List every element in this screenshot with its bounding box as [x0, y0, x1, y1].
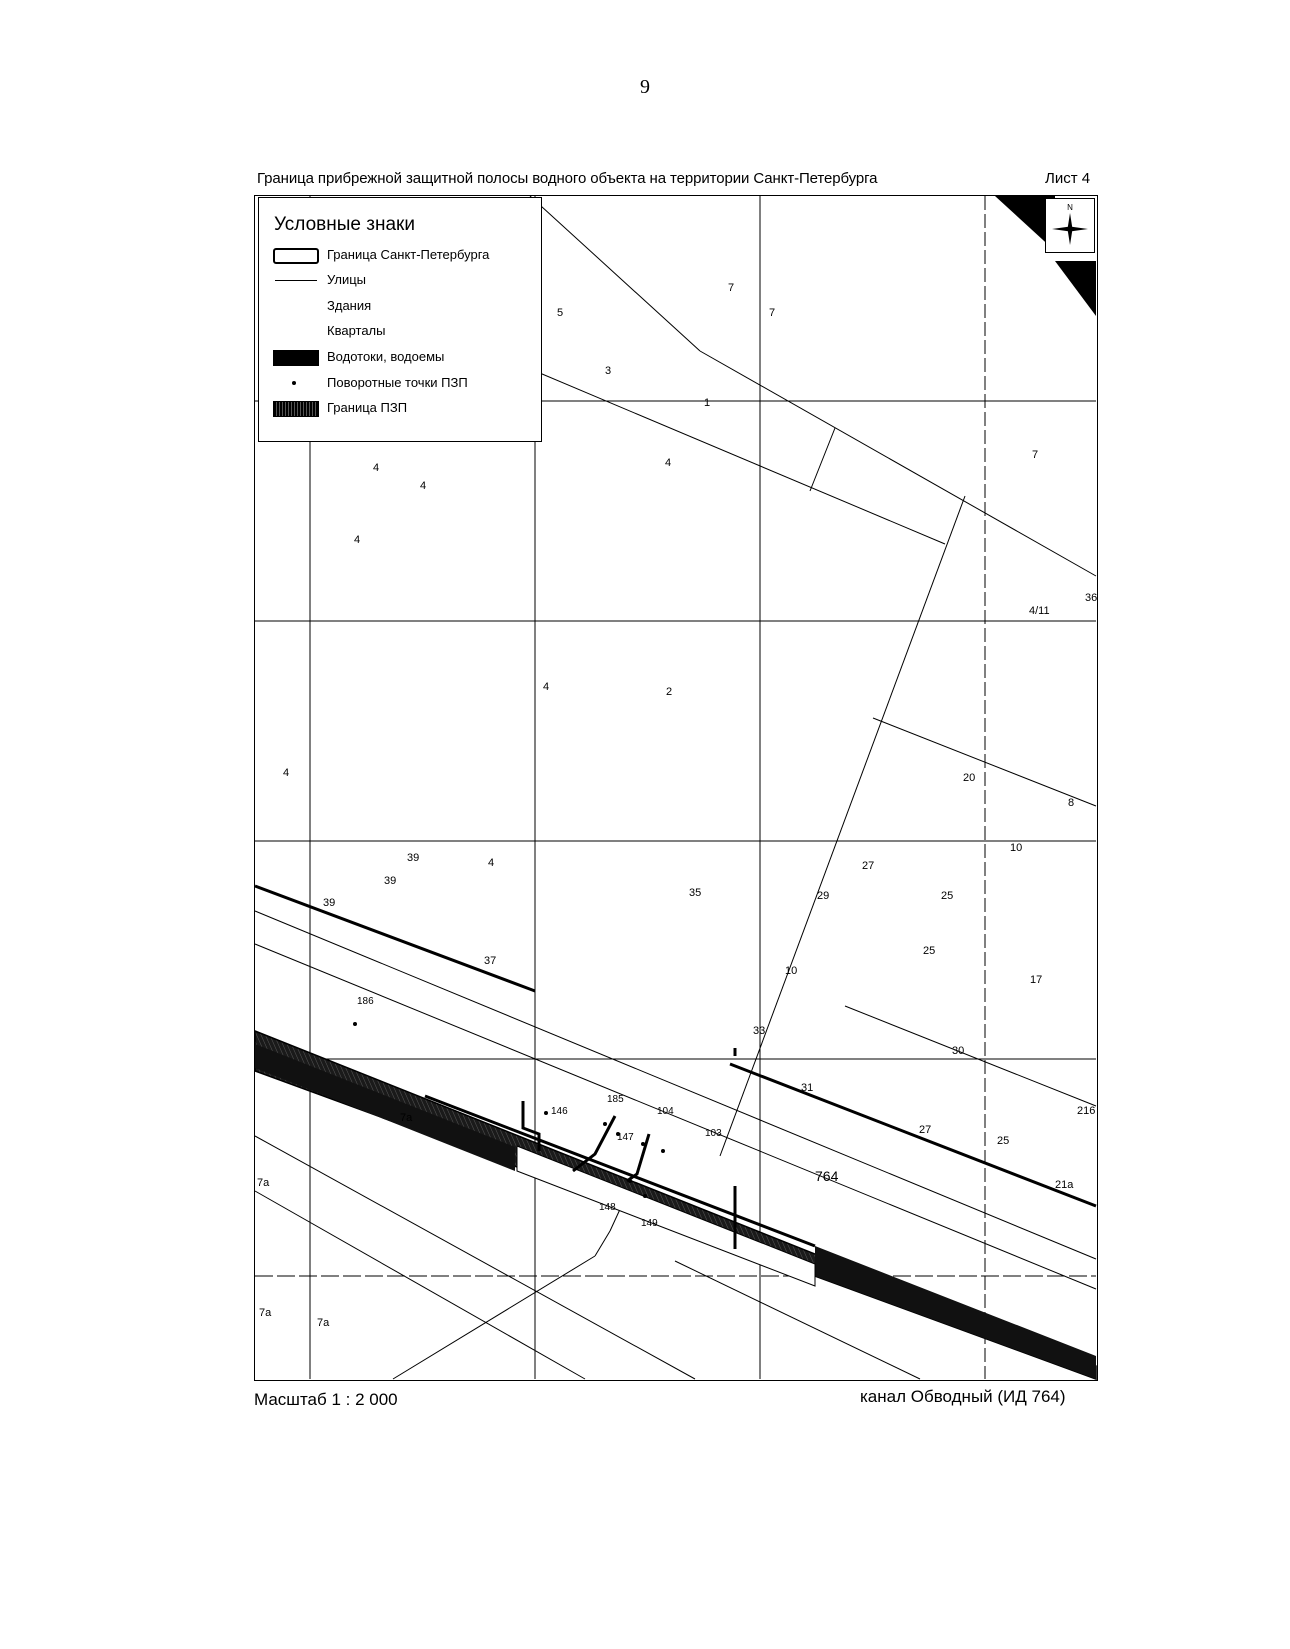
legend-item-pzp — [259, 399, 539, 421]
building-label: 7 — [1032, 449, 1039, 461]
building-label: 39 — [323, 897, 336, 909]
pzp-boundary — [255, 886, 1096, 1249]
building-label: 35 — [689, 887, 702, 899]
map-legend — [258, 197, 542, 442]
building-label: 10 — [1010, 842, 1023, 854]
legend-label: Граница ПЗП — [327, 400, 408, 415]
building-label: 7 — [769, 307, 776, 319]
building-label: 25 — [941, 890, 954, 902]
legend-item-boundary — [259, 246, 539, 268]
building-label: 3 — [605, 365, 612, 377]
point-label: 186 — [357, 996, 374, 1007]
point-label: 146 — [551, 1106, 568, 1117]
building-label: 7а — [259, 1307, 272, 1319]
building-label: 33 — [753, 1025, 766, 1037]
building-label: 7а — [400, 1112, 413, 1124]
legend-item-water — [259, 348, 539, 370]
building-label: 17 — [1030, 974, 1043, 986]
legend-label: Поворотные точки ПЗП — [327, 375, 468, 390]
building-label: 4 — [283, 767, 290, 779]
building-label: 31 — [801, 1082, 814, 1094]
building-label: 10 — [785, 965, 798, 977]
legend-label: Граница Санкт-Петербурга — [327, 247, 490, 262]
building-label: 5 — [557, 307, 564, 319]
point-label: 147 — [617, 1132, 634, 1143]
building-label: 4 — [488, 857, 495, 869]
building-label: 2 — [666, 686, 673, 698]
boundary-swatch-icon — [273, 248, 319, 264]
building-label: 25 — [997, 1135, 1010, 1147]
building-label: 27 — [919, 1124, 932, 1136]
building-label: 8 — [1068, 797, 1075, 809]
building-label: 36 — [1085, 592, 1098, 604]
building-label: 7а — [257, 1177, 270, 1189]
building-label: 4 — [665, 457, 672, 469]
legend-item-block — [259, 322, 539, 344]
building-label: 37 — [484, 955, 497, 967]
legend-item-building — [259, 297, 539, 319]
point-label: 185 — [607, 1094, 624, 1105]
legend-label: Кварталы — [327, 323, 386, 338]
building-label: 30 — [952, 1045, 965, 1057]
page-number: 9 — [640, 76, 650, 98]
building-label: 4 — [420, 480, 427, 492]
building-label: 4 — [373, 462, 380, 474]
building-label: 25 — [923, 945, 936, 957]
building-label: 29 — [817, 890, 830, 902]
building-label: 7 — [728, 282, 735, 294]
point-label: 148 — [599, 1202, 616, 1213]
legend-label: Здания — [327, 298, 372, 313]
legend-item-point — [259, 374, 539, 396]
building-label: 39 — [384, 875, 397, 887]
street-swatch-icon — [275, 280, 317, 281]
building-label: 7а — [317, 1317, 330, 1329]
building-label: 20 — [963, 772, 976, 784]
sheet-label: Лист 4 — [1045, 170, 1091, 187]
legend-label: Водотоки, водоемы — [327, 349, 445, 364]
north-arrow — [1045, 198, 1095, 253]
building-label: 4 — [543, 681, 550, 693]
building-label: 1 — [704, 397, 711, 409]
pzp-swatch-icon — [273, 401, 319, 417]
building-label: 4 — [354, 534, 361, 546]
point-label: 103 — [705, 1128, 722, 1139]
building-label: 4/11 — [1029, 605, 1050, 617]
water-object-label: канал Обводный (ИД 764) — [860, 1387, 1066, 1406]
scale-label: Масштаб 1 : 2 000 — [254, 1390, 398, 1409]
legend-label: Улицы — [327, 272, 367, 287]
north-label: N — [1067, 203, 1073, 212]
water-body-canal — [255, 1031, 1096, 1379]
water-swatch-icon — [273, 350, 319, 366]
building-label: 216 — [1077, 1105, 1096, 1117]
legend-item-street — [259, 271, 539, 293]
building-label: 39 — [407, 852, 420, 864]
point-label: 149 — [641, 1218, 658, 1229]
canal-id-label: 764 — [815, 1168, 839, 1184]
building-label: 21а — [1055, 1179, 1074, 1191]
point-swatch-icon — [292, 381, 296, 385]
building-label: 27 — [862, 860, 875, 872]
point-label: 104 — [657, 1106, 674, 1117]
compass-icon — [1046, 199, 1094, 252]
legend-title: Условные знаки — [274, 214, 415, 235]
map-title: Граница прибрежной защитной полосы водного объекта на территории Санкт-Петербурга — [257, 170, 878, 187]
